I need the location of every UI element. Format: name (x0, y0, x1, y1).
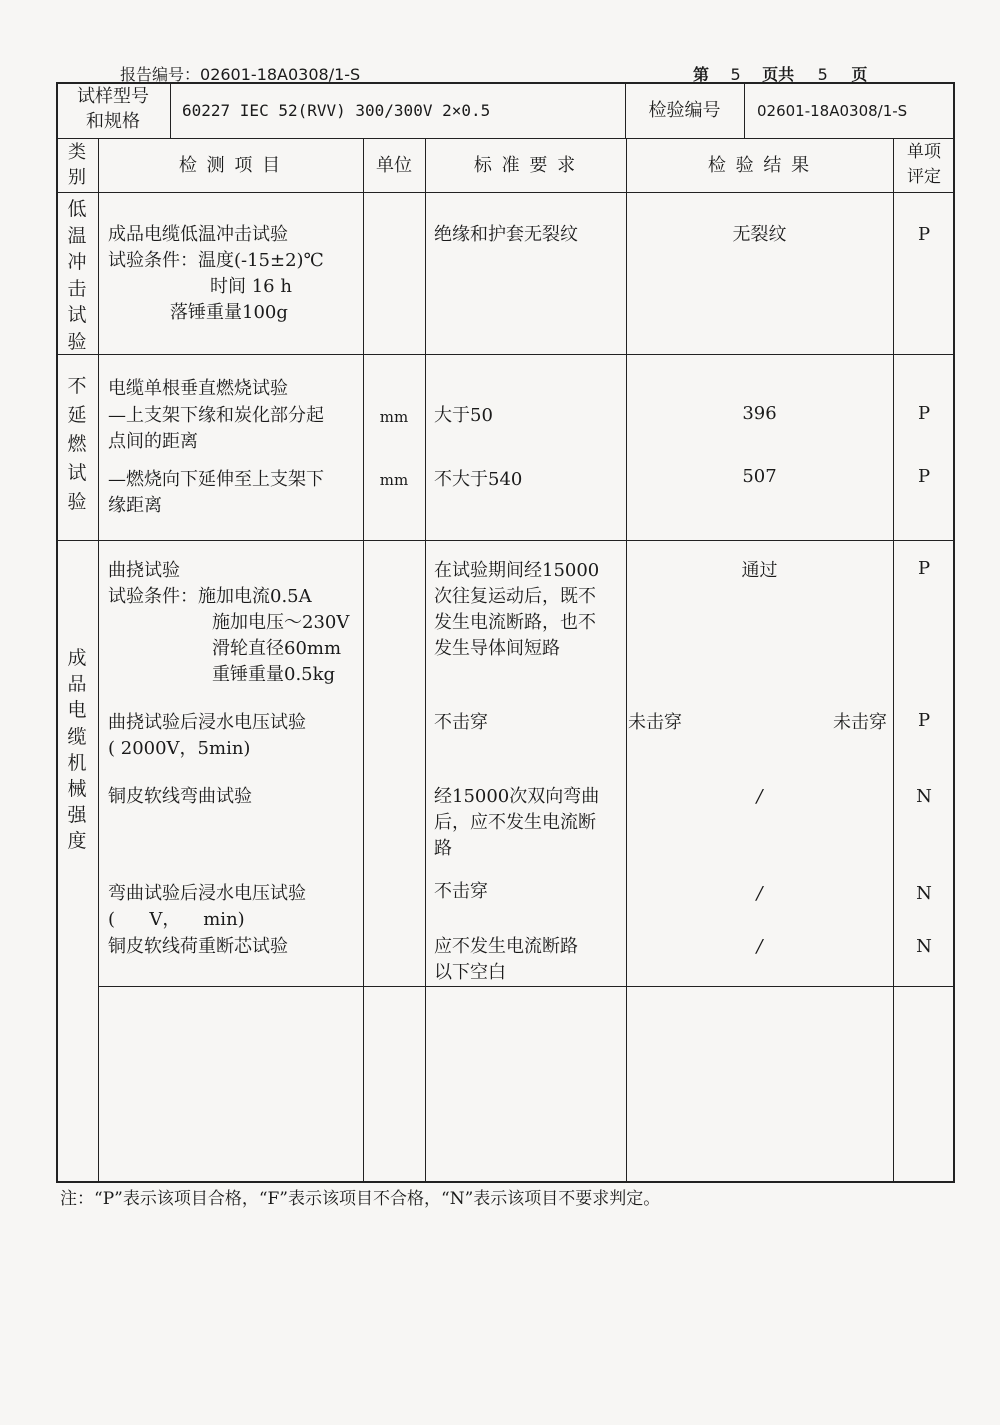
flame-requirement-1: 大于50 (434, 405, 493, 426)
flame-requirement-2: 不大于540 (434, 469, 523, 490)
flame-item-title: 电缆单根垂直燃烧试验 (108, 378, 288, 399)
inspection-label: 检验编号 (648, 100, 721, 121)
report-number-value: 02601-18A0308/1-S (200, 65, 361, 84)
col-requirement: 标 准 要 求 (473, 155, 578, 176)
immersion-test-item: 曲挠试验后浸水电压试验 ( 2000V，5min) (108, 712, 306, 759)
flex-test-verdict: P (917, 558, 931, 579)
col-item: 检 测 项 目 (178, 155, 283, 176)
inspection-value: 02601-18A0308/1-S (757, 102, 908, 120)
row-divider (98, 986, 955, 987)
flame-verdict-2: P (917, 466, 931, 487)
col-divider (98, 138, 99, 1183)
immersion-test-verdict: P (917, 710, 931, 731)
bend-test-requirement: 经15000次双向弯曲 后，应不发生电流断 路 (434, 786, 600, 859)
page-current: 5 (730, 65, 741, 84)
immersion-test-result-a: 未击穿 (628, 712, 682, 733)
load-test-item: 铜皮软线荷重断芯试验 (108, 936, 288, 957)
bend-immersion-item: 弯曲试验后浸水电压试验 ( V， min) (108, 883, 306, 930)
model-value: 60227 IEC 52(RVV) 300/300V 2×0.5 (182, 101, 491, 120)
page-mid: 页共 (762, 65, 795, 84)
blank-below-note: 以下空白 (434, 962, 506, 983)
page-total: 5 (817, 65, 828, 84)
col-divider (626, 138, 627, 1183)
flex-test-requirement: 在试验期间经15000 次往复运动后，既不 发生电流断路，也不 发生导体间短路 (434, 560, 600, 659)
footnote: 注：“P”表示该项目合格，“F”表示该项目不合格，“N”表示该项目不要求判定。 (60, 1189, 661, 1209)
load-test-result: / (756, 936, 763, 957)
bend-immersion-result: / (756, 883, 763, 904)
bend-immersion-verdict: N (916, 883, 932, 904)
row-divider (56, 192, 955, 193)
col-divider (744, 82, 745, 138)
low-temp-item: 成品电缆低温冲击试验 试验条件：温度(-15±2)℃ 时间 16 h 落锤重量100g (108, 224, 324, 323)
low-temp-requirement: 绝缘和护套无裂纹 (434, 224, 578, 245)
flame-unit-2: mm (379, 471, 409, 489)
flame-verdict-1: P (917, 403, 931, 424)
page-prefix: 第 (693, 65, 710, 84)
col-divider (893, 138, 894, 1183)
col-divider (363, 138, 364, 1183)
flex-test-item: 曲挠试验 试验条件：施加电流0.5A 施加电压～230V 滑轮直径60mm 重锤重量0.5kg (108, 560, 350, 685)
col-divider (425, 138, 426, 1183)
page-suffix: 页 (851, 65, 868, 84)
col-verdict: 单项 评定 (907, 142, 941, 187)
category-mechanical: 成品电缆机械强度 (67, 647, 87, 853)
bend-test-result: / (756, 786, 763, 807)
row-divider (56, 540, 955, 541)
flame-item-distance: —上支架下缘和炭化部分起 点间的距离 (108, 405, 324, 452)
flame-result-2: 507 (742, 466, 777, 487)
immersion-test-requirement: 不击穿 (434, 712, 488, 733)
col-unit: 单位 (376, 155, 412, 176)
load-test-verdict: N (916, 936, 932, 957)
category-low-temp: 低温冲击试验 (67, 198, 87, 353)
flame-item-extension: —燃烧向下延伸至上支架下 缘距离 (108, 469, 324, 516)
report-number-label: 报告编号： (120, 65, 201, 84)
bend-test-item: 铜皮软线弯曲试验 (108, 786, 252, 807)
category-flame: 不延燃试验 (67, 375, 87, 513)
col-divider (170, 82, 171, 138)
col-result: 检 验 结 果 (707, 155, 812, 176)
row-divider (56, 138, 955, 139)
low-temp-verdict: P (917, 224, 931, 245)
bend-test-verdict: N (916, 786, 932, 807)
model-label: 试样型号 和规格 (77, 86, 149, 132)
bend-immersion-requirement: 不击穿 (434, 881, 488, 902)
immersion-test-result-b: 未击穿 (833, 712, 887, 733)
flame-result-1: 396 (742, 403, 777, 424)
row-divider (56, 354, 955, 355)
flame-unit-1: mm (379, 408, 409, 426)
low-temp-result: 无裂纹 (732, 224, 787, 245)
load-test-requirement: 应不发生电流断路 以下空白 (434, 934, 578, 986)
col-category: 类 别 (68, 142, 86, 188)
flex-test-result: 通过 (741, 560, 778, 581)
